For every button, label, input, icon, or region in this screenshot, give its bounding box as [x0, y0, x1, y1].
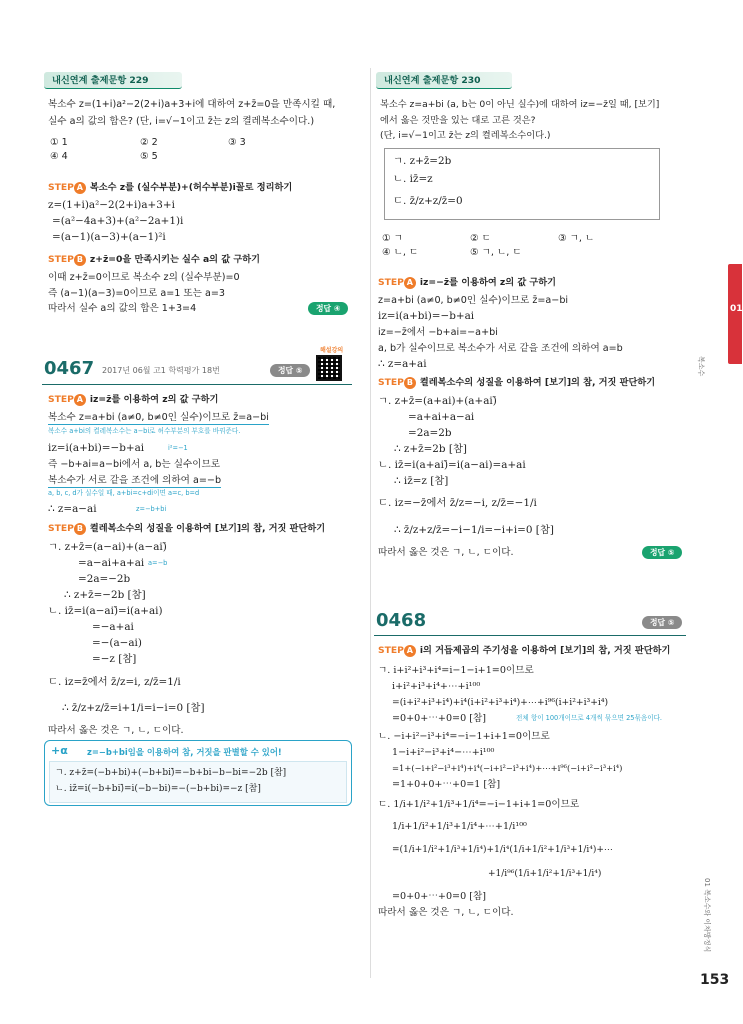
q0467-step-a-title: iz=z̄를 이용하여 z의 값 구하기 [89, 394, 219, 405]
q0468-underline [374, 635, 686, 636]
q229-step-a-title: 복소수 z를 (실수부분)+(허수부분)i꼴로 정리하기 [89, 182, 293, 193]
q0468-line3: =(i+i²+i³+i⁴)+i⁴(i+i²+i³+i⁴)+⋯+i⁹⁶(i+i²+i³+i⁴) [392, 697, 609, 708]
q230-bogi-3: ㄷ. z̄/z+z/z̄=0 [393, 195, 463, 207]
q0468-line9: ㄷ. 1/i+1/i²+1/i³+1/i⁴=−i−1+i+1=0이므로 [378, 799, 580, 810]
q0467-b-line1: ㄱ. z+z̄=(a−ai)+(a−ai)̄ [48, 541, 167, 553]
q0467-step-a-line1: 복소수 z=a+bi (a≠0, b≠0인 실수)이므로 z̄=a−bi [48, 412, 269, 423]
chapter-tab[interactable] [728, 264, 742, 364]
q0467-step-a-line4: 복소수가 서로 같을 조건에 의하여 a=−b [48, 475, 222, 486]
q229-step-b-line2: 즉 (a−1)(a−3)=0이므로 a=1 또는 a=3 [48, 288, 226, 299]
qr-code-icon[interactable] [316, 355, 342, 381]
q0467-step-a: STEP A iz=z̄를 이용하여 z의 값 구하기 [48, 394, 219, 405]
q230-a-line1: z=a+bi (a≠0, b≠0인 실수)이므로 z̄=a−bi [378, 295, 569, 306]
q0467-step-a-line5: ∴ z=a−ai [48, 503, 97, 515]
plus-title: z=−b+bi임을 이용하여 참, 거짓을 판별할 수 있어! [87, 747, 282, 757]
q230-step-b: STEP B 켤레복소수의 성질을 이용하여 [보기]의 참, 거짓 판단하기 [378, 377, 656, 388]
q230-stem-line1: 복소수 z=a+bi (a, b는 0이 아닌 실수)에 대하여 iz=−z̄일 때, [보기] [380, 99, 660, 110]
q230-choice-2: ② ㄷ [470, 233, 491, 244]
q230-b-line4: ∴ z+z̄=2b [참] [394, 443, 467, 455]
q229-step-b: STEP B z+z̄=0을 만족시키는 실수 a의 값 구하기 [48, 254, 260, 265]
q230-b-line2: =a+ai+a−ai [408, 411, 475, 423]
q0468-number: 0468 [376, 610, 427, 631]
q229-step-a-line2: =(a²−4a+3)+(a²−2a+1)i [52, 215, 184, 227]
q229-header [44, 72, 182, 89]
q0467-plus-box [44, 740, 352, 806]
q0467-step-a-line3: 즉 −b+ai=a−bi에서 a, b는 실수이므로 [48, 459, 221, 470]
q0468-step-a-title: i의 거듭제곱의 주기성을 이용하여 [보기]의 참, 거짓 판단하기 [419, 645, 671, 656]
q230-step-a-title: iz=−z̄를 이용하여 z의 값 구하기 [419, 277, 557, 288]
q0468-line6: 1−i+i²−i³+i⁴−⋯+i¹⁰⁰ [392, 747, 495, 758]
q0467-note-i-squared: i²=−1 [168, 444, 188, 452]
q229-choice-1: ① 1 [50, 137, 68, 148]
q0467-number: 0467 [44, 358, 95, 379]
q230-step-a: STEP A iz=−z̄를 이용하여 z의 값 구하기 [378, 277, 557, 288]
plus-line1: ㄱ. z+z̄=(−b+bi)+(−b+bi)̄=−b+bi−b−bi=−2b [참] [55, 768, 287, 778]
q230-bogi-box [384, 148, 660, 220]
q0468-line1: ㄱ. i+i²+i³+i⁴=i−1−i+1=0이므로 [378, 665, 534, 676]
q0467-answer-top: 정답 ⑤ [270, 364, 310, 377]
q0468-line11: =(1/i+1/i²+1/i³+1/i⁴)+1/i⁴(1/i+1/i²+1/i³+1/i⁴)+⋯ [392, 845, 613, 855]
q0468-line13: =0+0+⋯+0=0 [참] [392, 891, 487, 902]
q230-header-label: 내신연계 출제문항 230 [384, 75, 481, 86]
q0468-step-a: STEP A i의 거듭제곱의 주기성을 이용하여 [보기]의 참, 거짓 판단하기 [378, 645, 671, 656]
q0467-b-line9: ㄷ. iz=z̄에서 z̄/z=i, z/z̄=1/i [48, 676, 181, 688]
q0467-b-conclusion: 따라서 옳은 것은 ㄱ, ㄴ, ㄷ이다. [48, 725, 184, 736]
q229-header-label: 내신연계 출제문항 229 [52, 75, 149, 86]
q0468-line2: i+i²+i³+i⁴+⋯+i¹⁰⁰ [392, 681, 481, 692]
q230-stem-line2: 에서 옳은 것만을 있는 대로 고른 것은? [380, 115, 536, 126]
q230-header [376, 72, 512, 89]
q230-b-line5: ㄴ. iz̄=i(a+ai)̄=i(a−ai)=a+ai [378, 459, 526, 471]
q0467-note-equal: a, b, c, d가 실수일 때, a+bi=c+di이면 a=c, b=d [48, 489, 200, 497]
q0468-line12: +1/i⁹⁶(1/i+1/i²+1/i³+1/i⁴) [488, 869, 602, 879]
q230-choice-3: ③ ㄱ, ㄴ [558, 233, 595, 244]
chapter-bottom-text: 01 복소수와 이차방정식 [703, 878, 711, 953]
q229-step-a-line3: =(a−1)(a−3)+(a−1)²i [52, 231, 166, 243]
q0467-b-line7: =−(a−ai) [92, 637, 142, 649]
q230-step-b-title: 켤레복소수의 성질을 이용하여 [보기]의 참, 거짓 판단하기 [419, 377, 656, 388]
q230-b-conclusion: 따라서 옳은 것은 ㄱ, ㄴ, ㄷ이다. [378, 547, 514, 558]
q0467-step-b: STEP B 켤레복소수의 성질을 이용하여 [보기]의 참, 거짓 판단하기 [48, 523, 326, 534]
q0467-underline [42, 384, 352, 385]
q229-choice-2: ② 2 [140, 137, 158, 148]
q230-a-line4: a, b가 실수이므로 복소수가 서로 같을 조건에 의하여 a=b [378, 343, 623, 354]
q230-answer: 정답 ⑤ [642, 546, 682, 559]
q229-step-a-line1: z=(1+i)a²−2(2+i)a+3+i [48, 199, 175, 211]
q230-b-line7: ㄷ. iz=−z̄에서 z̄/z=−i, z/z̄=−1/i [378, 497, 537, 509]
q229-choice-3: ③ 3 [228, 137, 246, 148]
q230-a-line3: iz=−z̄에서 −b+ai=−a+bi [378, 327, 498, 338]
q230-stem-line3: (단, i=√−1이고 z̄는 z의 켤레복소수이다.) [380, 130, 551, 141]
q0467-note-conjugate: 복소수 a+bi의 켤레복소수는 a−bi로 허수부분의 부호를 바꿔준다. [48, 427, 241, 435]
q230-b-line8: ∴ z̄/z+z/z̄=−i−1/i=−i+i=0 [참] [394, 524, 554, 536]
q230-b-line3: =2a=2b [408, 427, 452, 439]
q0467-b-line6: =−a+ai [92, 621, 134, 633]
q0468-conclusion: 따라서 옳은 것은 ㄱ, ㄴ, ㄷ이다. [378, 907, 514, 918]
q0468-line7: =1+(−i+i²−i³+i⁴)+i⁴(−i+i²−i³+i⁴)+⋯+i⁹⁶(−i+i²−i³+i⁴) [392, 763, 623, 773]
q230-bogi-1: ㄱ. z+z̄=2b [393, 155, 452, 167]
plus-line2: ㄴ. iz̄=i(−b+bi)̄=i(−b−bi)=−(−b+bi)=−z [참] [55, 784, 261, 794]
q230-b-line1: ㄱ. z+z̄=(a+ai)+(a+ai)̄ [378, 395, 497, 407]
q0467-b-line3: =2a=−2b [78, 573, 131, 585]
q229-stem-line1: 복소수 z=(1+i)a²−2(2+i)a+3+i에 대하여 z+z̄=0을 만족시킬 때, [48, 99, 336, 110]
q0468-line5: ㄴ. −i+i²−i³+i⁴=−i−1+i+1=0이므로 [378, 731, 550, 742]
qr-label: 해설강의 [320, 347, 344, 354]
chapter-side-text: 복소수 [697, 356, 705, 377]
page-number: 153 [700, 972, 730, 988]
q230-choice-1: ① ㄱ [382, 233, 403, 244]
q0467-b-line10: ∴ z̄/z+z/z̄=i+1/i=i−i=0 [참] [62, 702, 205, 714]
page [18, 38, 743, 1000]
q229-choice-5: ⑤ 5 [140, 151, 158, 162]
q0467-b-line2: =a−ai+a+ai [78, 557, 145, 569]
chapter-tab-number: 01 [730, 304, 743, 314]
q0467-step-a-line2: iz=i(a+bi)=−b+ai [48, 442, 145, 454]
q230-a-line2: iz=i(a+bi)=−b+ai [378, 310, 475, 322]
q229-answer: 정답 ④ [308, 302, 348, 315]
q0468-line4: =0+0+⋯+0=0 [참] [392, 713, 487, 724]
q229-stem-line2: 실수 a의 값의 합은? (단, i=√−1이고 z̄는 z의 켤레복소수이다.) [48, 116, 315, 127]
q0467-step-b-title: 켤레복소수의 성질을 이용하여 [보기]의 참, 거짓 판단하기 [89, 523, 326, 534]
q0468-line10: 1/i+1/i²+1/i³+1/i⁴+⋯+1/i¹⁰⁰ [392, 821, 527, 832]
q230-bogi-2: ㄴ. iz̄=z [393, 173, 433, 185]
q230-a-line5: ∴ z=a+ai [378, 358, 427, 370]
q230-choice-4: ④ ㄴ, ㄷ [382, 247, 419, 258]
q0467-source: 2017년 06월 고1 학력평가 18번 [102, 366, 220, 375]
q0468-note: 전체 항이 100개이므로 4개씩 묶으면 25묶음이다. [516, 714, 663, 722]
q0467-b-line4: ∴ z+z̄=−2b [참] [64, 589, 146, 601]
q229-step-a: STEP A 복소수 z를 (실수부분)+(허수부분)i꼴로 정리하기 [48, 182, 293, 193]
q0468-answer-top: 정답 ⑤ [642, 616, 682, 629]
q229-choice-4: ④ 4 [50, 151, 68, 162]
q0467-b-line8: =−z [참] [92, 653, 137, 665]
q229-step-b-line3: 따라서 실수 a의 값의 합은 1+3=4 [48, 303, 197, 314]
q0467-b-line5: ㄴ. iz̄=i(a−ai)̄=i(a+ai) [48, 605, 163, 617]
plus-alpha-icon: +α [51, 744, 68, 757]
q0467-note-z: z=−b+bi [136, 505, 167, 513]
column-divider [370, 68, 371, 978]
q0467-b-note: a=−b [148, 559, 168, 567]
q230-choice-5: ⑤ ㄱ, ㄴ, ㄷ [470, 247, 522, 258]
q229-step-b-line1: 이때 z+z̄=0이므로 복소수 z의 (실수부분)=0 [48, 272, 240, 283]
q229-step-b-title: z+z̄=0을 만족시키는 실수 a의 값 구하기 [89, 254, 260, 265]
q0468-line8: =1+0+0+⋯+0=1 [참] [392, 779, 501, 790]
q230-b-line6: ∴ iz̄=z [참] [394, 475, 449, 487]
